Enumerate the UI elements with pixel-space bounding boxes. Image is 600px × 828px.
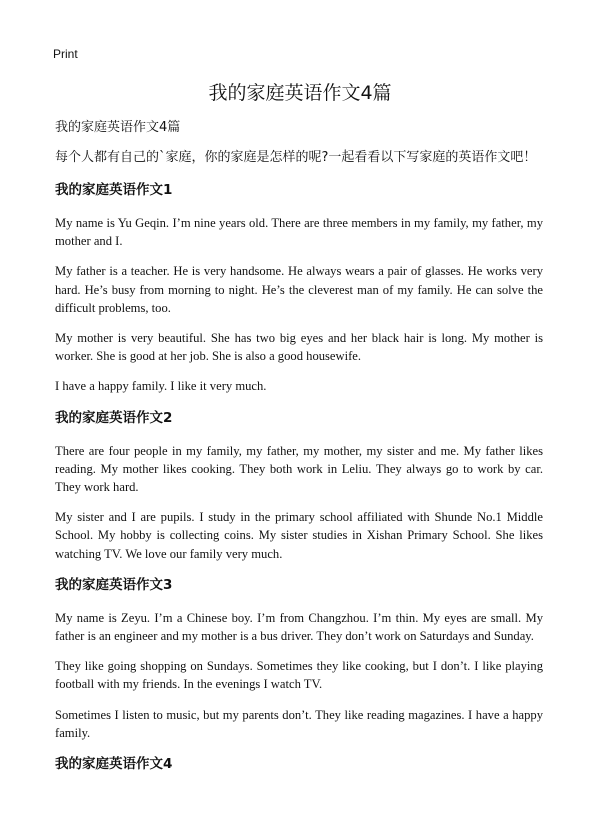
- section-heading-2: 我的家庭英语作文2: [55, 409, 173, 426]
- section-1-paragraph-3: My mother is very beautiful. She has two big eyes and her black hair is long. My mother is worker. She is good at her job. She is also a good housewife.: [55, 331, 543, 364]
- section-1-paragraph-2: My father is a teacher. He is very handsome. He always wears a pair of glasses. He works very hard. He’s busy from morning to night. He’s the cleverest man of my family. He can solve the difficult problems, too.: [55, 264, 543, 315]
- page-title: 我的家庭英语作文4篇: [208, 82, 392, 104]
- section-heading-4: 我的家庭英语作文4: [55, 756, 173, 773]
- section-3-paragraph-3: Sometimes I listen to music, but my parents don’t. They like reading magazines. I have a happy family.: [55, 707, 543, 740]
- section-2-paragraph-2: My sister and I are pupils. I study in the primary school affiliated with Shunde No.1 Middle School. My hobby is collecting coins. My sister studies in Xishan Primary School. She likes watching TV. We love our family very much.: [55, 510, 543, 561]
- print-link[interactable]: Print: [53, 47, 78, 61]
- article-subtitle: 我的家庭英语作文4篇: [55, 120, 181, 135]
- article-intro: 每个人都有自己的`家庭，你的家庭是怎样的呢?一起看看以下写家庭的英语作文吧！: [55, 150, 537, 165]
- article-body: [55, 118, 543, 788]
- section-heading-1: 我的家庭英语作文1: [55, 182, 173, 198]
- section-1-paragraph-4: I have a happy family. I like it very much.: [55, 379, 267, 394]
- section-2-paragraph-1: There are four people in my family, my father, my mother, my sister and me. My father likes reading. My mother likes cooking. They both work in Leliu. They always go to work by car. They work hard.: [55, 443, 543, 495]
- section-3-paragraph-2: They like going shopping on Sundays. Sometimes they like cooking, but I don’t. I like playing football with my friends. In the evenings I watch TV.: [55, 659, 543, 692]
- section-3-paragraph-1: My name is Zeyu. I’m a Chinese boy. I’m from Changzhou. I’m thin. My eyes are small. My father is an engineer and my mother is a bus driver. They don’t work on Saturdays and Sunday.: [55, 610, 543, 644]
- section-1-paragraph-1: My name is Yu Geqin. I’m nine years old. There are three members in my family, my father, my mother and I.: [55, 216, 543, 249]
- section-heading-3: 我的家庭英语作文3: [55, 576, 173, 593]
